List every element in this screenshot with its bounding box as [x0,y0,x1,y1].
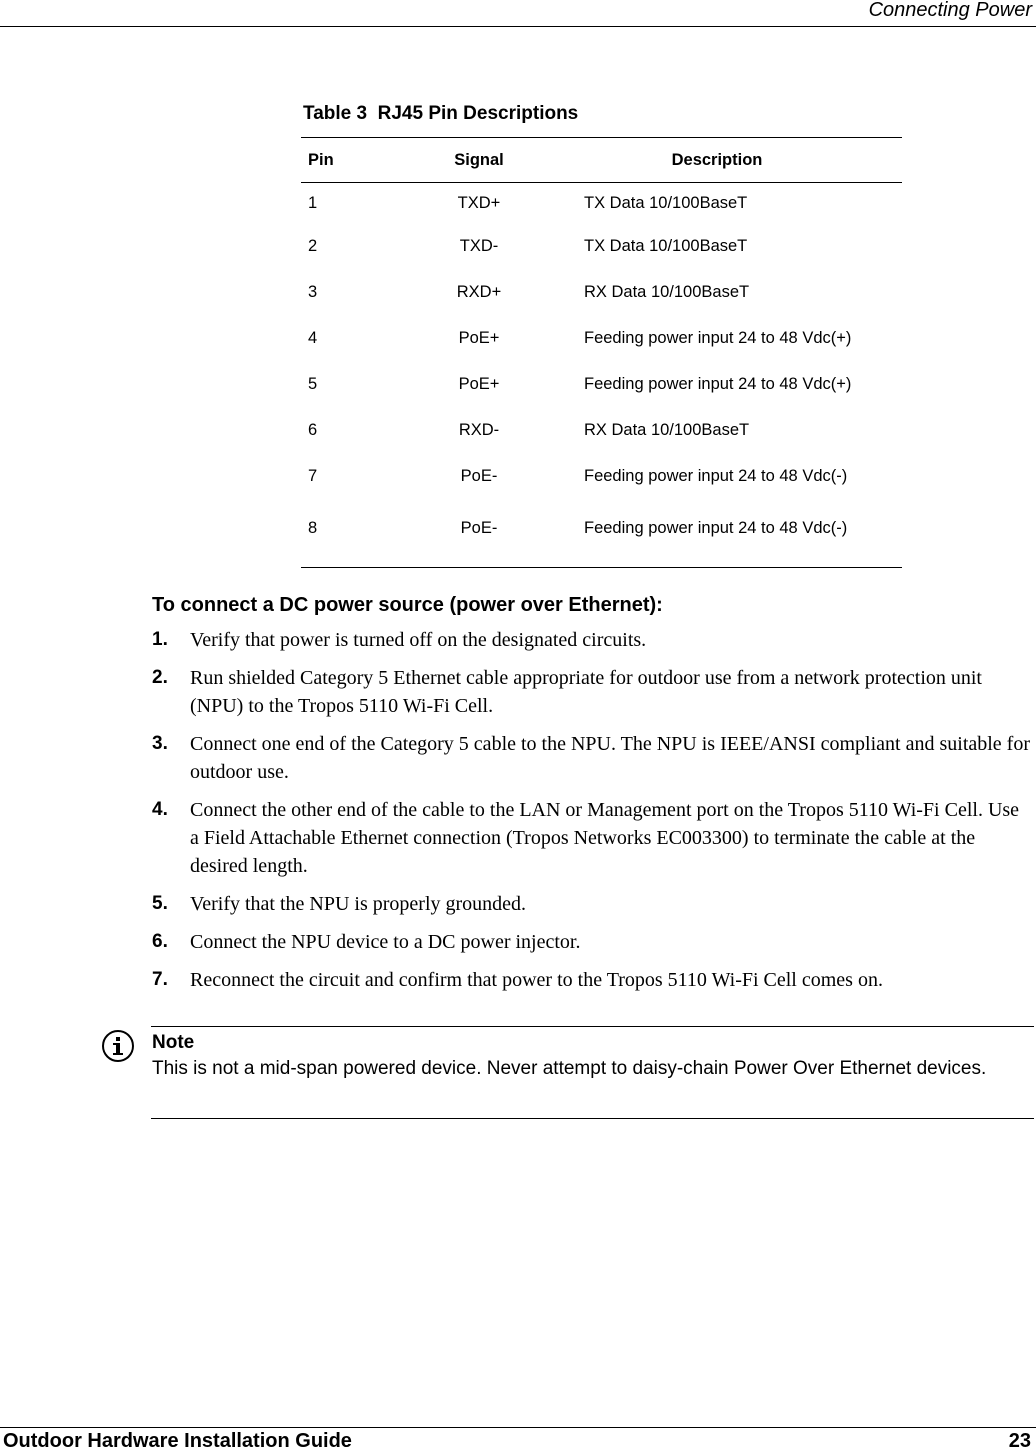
procedure-step [152,626,1032,654]
cell-pin: 4 [308,328,318,347]
cell-description: Feeding power input 24 to 48 Vdc(-) [584,466,848,485]
cell-pin: 6 [308,420,318,439]
step-text: Verify that power is turned off on the designated circuits. [190,629,647,651]
info-icon [101,1029,135,1063]
cell-signal: PoE+ [458,374,500,393]
procedure-step [152,928,1032,956]
table-row [301,315,902,361]
cell-description: TX Data 10/100BaseT [584,193,748,212]
column-header-description: Description [671,150,763,169]
cell-description: RX Data 10/100BaseT [584,282,750,301]
column-header-signal: Signal [454,150,504,169]
table-row [301,361,902,407]
footer-divider [0,1427,1036,1428]
procedure-step [152,966,1032,994]
note-divider-bottom [151,1118,1034,1119]
note-text: This is not a mid-span powered device. Never attempt to daisy-chain Power Over Ethernet devices. [152,1058,987,1079]
table-caption [303,103,578,125]
header-divider [0,26,1036,27]
cell-signal: PoE- [460,518,498,537]
procedure-steps [152,626,1032,1004]
table-row [301,453,902,499]
step-number: 7. [152,969,168,990]
running-header-title: Connecting Power [868,0,1032,21]
cell-description: Feeding power input 24 to 48 Vdc(+) [584,374,852,393]
procedure-step [152,664,1032,720]
procedure-heading: To connect a DC power source (power over Ethernet): [152,594,663,616]
table-row [301,499,902,568]
cell-description: Feeding power input 24 to 48 Vdc(-) [584,518,848,537]
step-text: Connect the NPU device to a DC power injector. [190,931,581,953]
step-text: Run shielded Category 5 Ethernet cable appropriate for outdoor use from a network protection unit (NPU) to the Tropos 5110 Wi-Fi Cell. [190,667,982,717]
cell-signal: PoE- [460,466,498,485]
cell-description: TX Data 10/100BaseT [584,236,748,255]
table-row [301,407,902,453]
procedure-step [152,796,1032,880]
table-row [301,223,902,269]
step-text: Reconnect the circuit and confirm that power to the Tropos 5110 Wi-Fi Cell comes on. [190,969,883,991]
note-divider-top [151,1026,1034,1027]
cell-pin: 7 [308,466,318,485]
procedure-step [152,730,1032,786]
table-row [301,183,902,224]
cell-signal: TXD- [459,236,499,255]
cell-signal: RXD+ [456,282,502,301]
cell-description: Feeding power input 24 to 48 Vdc(+) [584,328,852,347]
cell-pin: 2 [308,236,318,255]
table-row [301,269,902,315]
cell-description: RX Data 10/100BaseT [584,420,750,439]
step-text: Verify that the NPU is properly grounded. [190,893,527,915]
cell-signal: RXD- [458,420,500,439]
cell-signal: TXD+ [457,193,501,212]
cell-pin: 5 [308,374,318,393]
note-title: Note [152,1032,195,1053]
step-number: 5. [152,893,168,914]
column-header-pin: Pin [308,150,334,169]
procedure-step [152,890,1032,918]
step-number: 4. [152,799,168,820]
table-caption-title: RJ45 Pin Descriptions [377,103,579,124]
footer-guide-title: Outdoor Hardware Installation Guide [3,1430,352,1452]
step-text: Connect one end of the Category 5 cable to the NPU. The NPU is IEEE/ANSI compliant and suitable for outdoor use. [190,733,1030,783]
step-text: Connect the other end of the cable to the LAN or Management port on the Tropos 5110 Wi-Fi Cell. Use a Field Attachable Ethernet connection (Tropos Networks EC003300) to terminate the cable at the desired length. [190,799,1020,877]
cell-signal: PoE+ [458,328,500,347]
step-number: 6. [152,931,168,952]
step-number: 2. [152,667,168,688]
table-header-row [301,138,902,183]
cell-pin: 1 [308,193,318,212]
cell-pin: 3 [308,282,318,301]
rj45-pin-table [301,137,902,568]
page-number: 23 [1008,1430,1031,1452]
cell-pin: 8 [308,518,318,537]
step-number: 3. [152,733,168,754]
table-caption-label: Table 3 [303,103,368,124]
step-number: 1. [152,629,168,650]
